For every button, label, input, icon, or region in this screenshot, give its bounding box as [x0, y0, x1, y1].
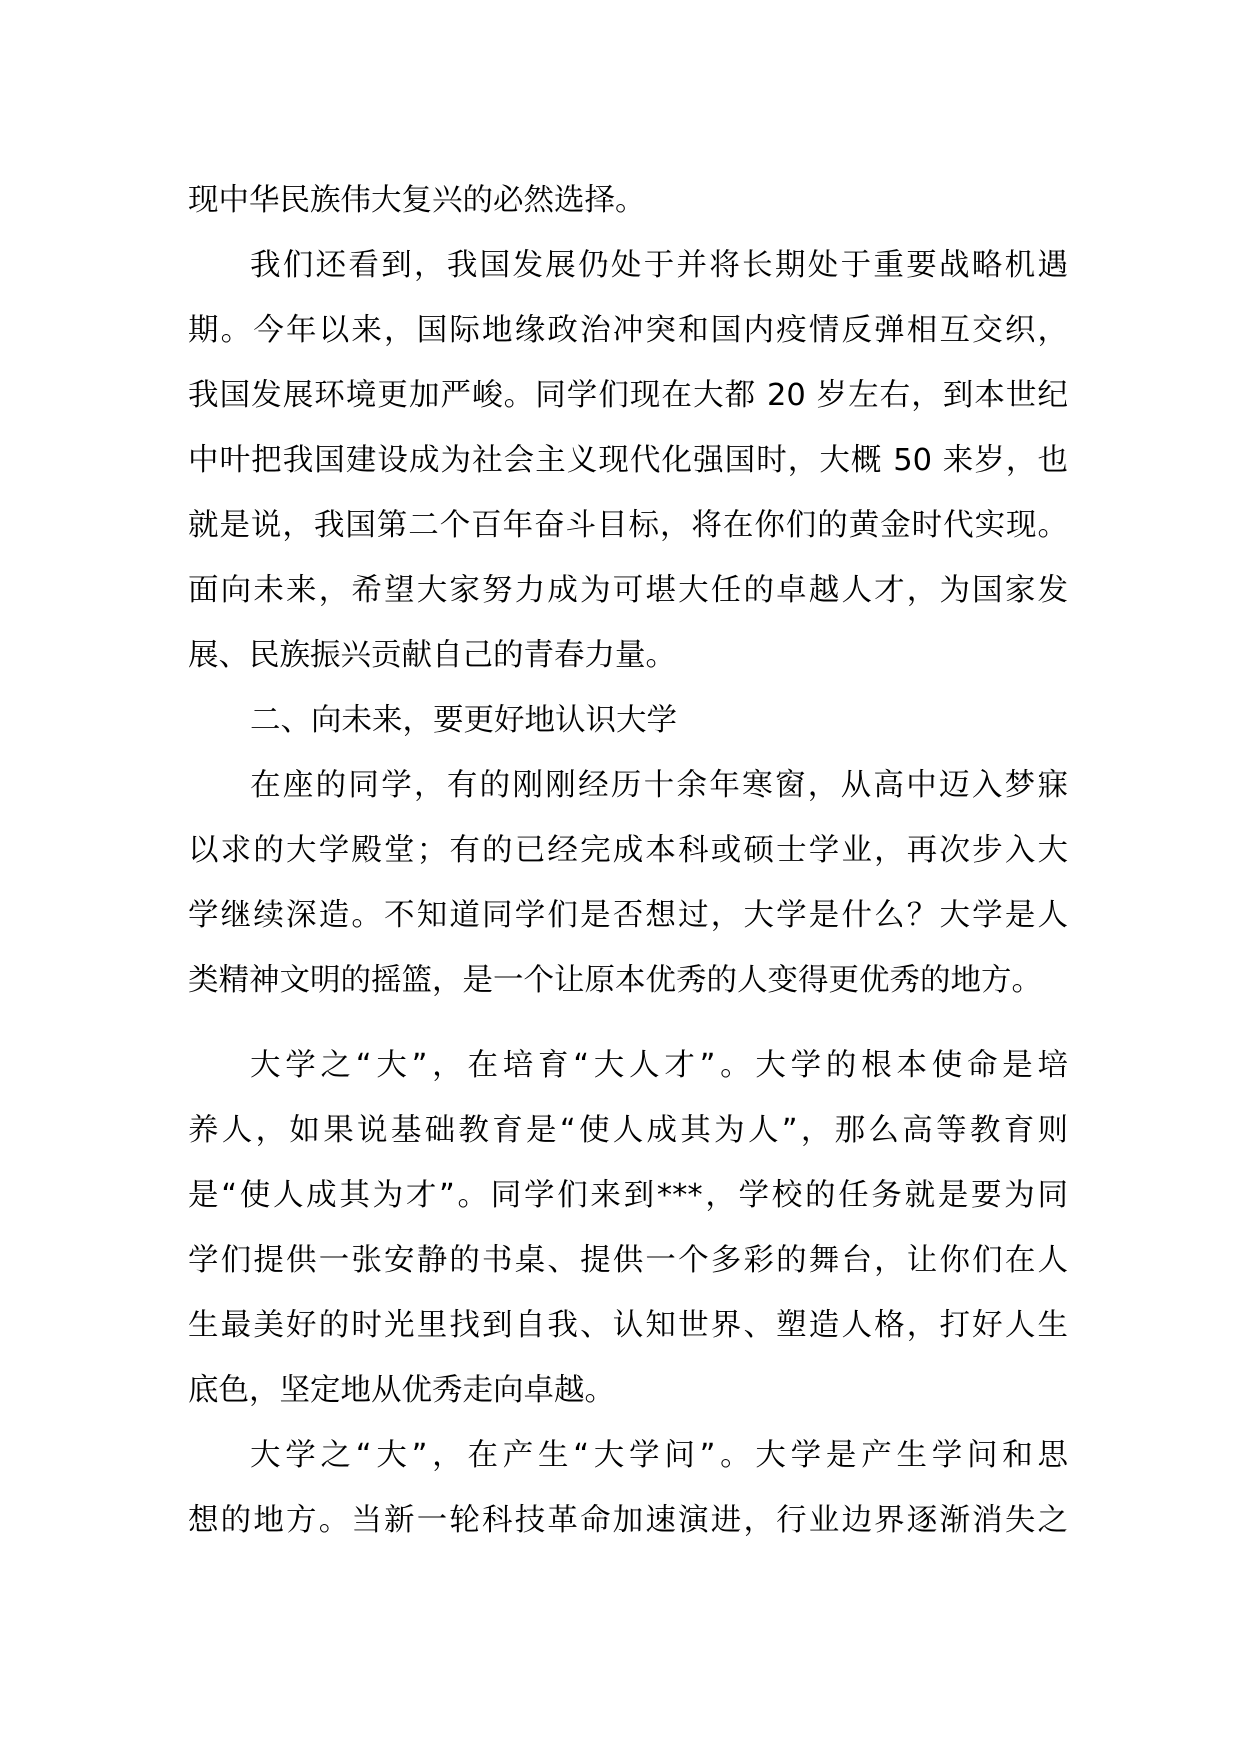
paragraph-3: [188, 753, 1068, 1013]
text-line: 就是说，我国第二个百年奋斗目标，将在你们的黄金时代实现。: [188, 508, 1068, 543]
paragraph-2: [188, 233, 1068, 688]
text-line: 中叶把我国建设成为社会主义现代化强国时，大概 50 来岁，也: [188, 443, 1068, 478]
text-line: 期。今年以来，国际地缘政治冲突和国内疫情反弹相互交织，: [188, 313, 1068, 348]
text-line: 在座的同学，有的刚刚经历十余年寒窗，从高中迈入梦寐: [250, 768, 1068, 803]
text-line: 大学之“大”，在产生“大学问”。大学是产生学问和思: [250, 1438, 1068, 1473]
text-line: 以求的大学殿堂；有的已经完成本科或硕士学业，再次步入大: [188, 833, 1068, 868]
text-line: 面向未来，希望大家努力成为可堪大任的卓越人才，为国家发: [188, 573, 1068, 608]
text-line: 大学之“大”，在培育“大人才”。大学的根本使命是培: [250, 1048, 1068, 1083]
text-line: 学们提供一张安静的书桌、提供一个多彩的舞台，让你们在人: [188, 1243, 1068, 1278]
text-line: 我国发展环境更加严峻。同学们现在大都 20 岁左右，到本世纪: [188, 378, 1068, 413]
paragraph-gap: [188, 1013, 1068, 1033]
text-line: 生最美好的时光里找到自我、认知世界、塑造人格，打好人生: [188, 1308, 1068, 1343]
paragraph-4: [188, 1033, 1068, 1423]
section-heading: [188, 688, 1068, 753]
body-text: [188, 168, 1068, 1553]
text-line: 现中华民族伟大复兴的必然选择。: [188, 183, 646, 218]
text-line: 底色，坚定地从优秀走向卓越。: [188, 1373, 615, 1408]
text-line: 是“使人成其为才”。同学们来到***，学校的任务就是要为同: [188, 1178, 1068, 1213]
paragraph-5: [188, 1423, 1068, 1553]
text-line: 我们还看到，我国发展仍处于并将长期处于重要战略机遇: [250, 248, 1068, 283]
text-line: 学继续深造。不知道同学们是否想过，大学是什么？大学是人: [188, 898, 1068, 933]
text-line: 展、民族振兴贡献自己的青春力量。: [188, 638, 676, 673]
heading-text: 二、向未来，要更好地认识大学: [250, 703, 677, 738]
text-line: 想的地方。当新一轮科技革命加速演进，行业边界逐渐消失之: [188, 1503, 1068, 1538]
text-line: 养人，如果说基础教育是“使人成其为人”，那么高等教育则: [188, 1113, 1068, 1148]
paragraph-1: [188, 168, 1068, 233]
text-line: 类精神文明的摇篮，是一个让原本优秀的人变得更优秀的地方。: [188, 963, 1042, 998]
